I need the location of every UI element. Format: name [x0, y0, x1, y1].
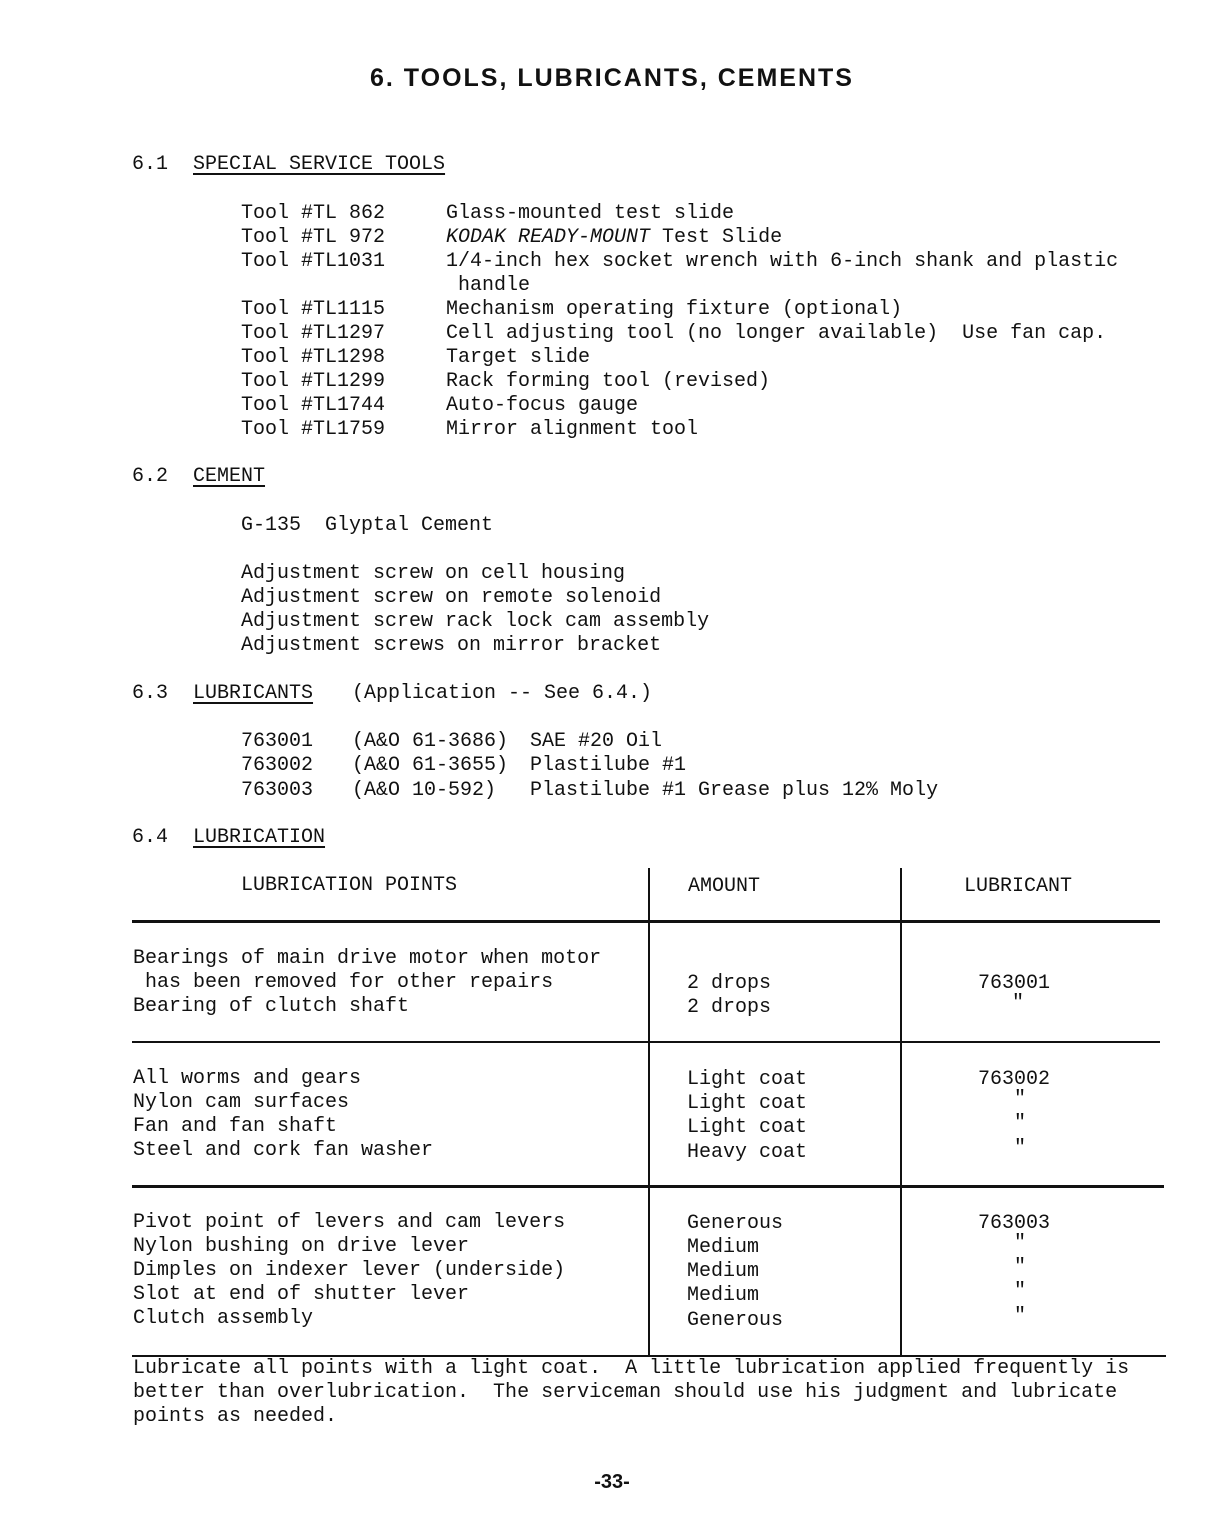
table-header-points: LUBRICATION POINTS: [241, 874, 458, 897]
tool-id: Tool #TL1298: [241, 346, 386, 369]
table-cell-amount: 2 drops: [687, 972, 772, 995]
table-cell-point: Bearing of clutch shaft: [133, 995, 410, 1018]
cement-use: Adjustment screws on mirror bracket: [241, 634, 662, 657]
table-cell-amount: Generous: [687, 1309, 784, 1332]
tool-id: Tool #TL 972: [241, 226, 386, 249]
table-cell-amount: Light coat: [687, 1116, 808, 1139]
table-group-rule: [132, 1041, 1160, 1043]
table-cell-point: Pivot point of levers and cam levers: [133, 1211, 566, 1234]
lubricant-ref: (A&O 10-592): [352, 779, 497, 802]
table-cell-lubricant-ditto: ": [1014, 1256, 1027, 1279]
tool-id: Tool #TL 862: [241, 202, 386, 225]
table-cell-lubricant: 763003: [978, 1212, 1051, 1235]
section-6-2-heading: CEMENT: [193, 465, 266, 488]
footnote-line: points as needed.: [133, 1405, 338, 1428]
page-title: 6. TOOLS, LUBRICANTS, CEMENTS: [370, 64, 854, 92]
table-cell-lubricant-ditto: ": [1014, 1088, 1027, 1111]
table-cell-lubricant-ditto: ": [1014, 1232, 1027, 1255]
lubricant-name: Plastilube #1: [530, 754, 687, 777]
tool-desc: Mechanism operating fixture (optional): [446, 298, 903, 321]
table-cell-lubricant-ditto: ": [1014, 1305, 1027, 1328]
tool-desc: 1/4-inch hex socket wrench with 6-inch shank and plastic: [446, 250, 1119, 273]
tool-desc: Rack forming tool (revised): [446, 370, 771, 393]
lubricant-name: SAE #20 Oil: [530, 730, 663, 753]
table-cell-amount: Generous: [687, 1212, 784, 1235]
cement-name: G-135 Glyptal Cement: [241, 514, 494, 537]
table-cell-point: Clutch assembly: [133, 1307, 314, 1330]
tool-id: Tool #TL1299: [241, 370, 386, 393]
table-cell-lubricant-ditto: ": [1012, 992, 1025, 1015]
lubricant-code: 763002: [241, 754, 314, 777]
tool-id: Tool #TL1297: [241, 322, 386, 345]
table-cell-amount: Medium: [687, 1260, 760, 1283]
table-cell-point: has been removed for other repairs: [133, 971, 554, 994]
table-header-amount: AMOUNT: [688, 875, 761, 898]
table-cell-point: Slot at end of shutter lever: [133, 1283, 470, 1306]
section-6-3-note: (Application -- See 6.4.): [352, 682, 653, 705]
table-cell-point: All worms and gears: [133, 1067, 362, 1090]
section-6-2-number: 6.2: [132, 465, 169, 488]
table-cell-lubricant-ditto: ": [1014, 1280, 1027, 1303]
table-cell-amount: Light coat: [687, 1068, 808, 1091]
table-cell-lubricant-ditto: ": [1014, 1137, 1027, 1160]
lubricant-ref: (A&O 61-3655): [352, 754, 509, 777]
cement-use: Adjustment screw on cell housing: [241, 562, 626, 585]
table-header-lubricant: LUBRICANT: [964, 875, 1073, 898]
tool-id: Tool #TL1115: [241, 298, 386, 321]
tool-id: Tool #TL1744: [241, 394, 386, 417]
section-6-3-heading: LUBRICANTS: [193, 682, 314, 705]
table-cell-amount: Heavy coat: [687, 1141, 808, 1164]
table-column-divider: [900, 868, 902, 1356]
tool-desc-rest: Test Slide: [650, 226, 783, 249]
section-6-3-number: 6.3: [132, 682, 169, 705]
table-cell-lubricant-ditto: ": [1014, 1112, 1027, 1135]
cement-use: Adjustment screw rack lock cam assembly: [241, 610, 710, 633]
tool-id: Tool #TL1759: [241, 418, 386, 441]
table-group-rule: [132, 1185, 1164, 1188]
table-header-rule: [132, 920, 1160, 923]
page-number: -33-: [594, 1471, 630, 1493]
section-6-4-heading: LUBRICATION: [193, 826, 326, 849]
tool-desc: Glass-mounted test slide: [446, 202, 735, 225]
table-cell-point: Nylon bushing on drive lever: [133, 1235, 470, 1258]
tool-desc: Target slide: [446, 346, 591, 369]
tool-desc: [446, 226, 782, 250]
table-cell-point: Bearings of main drive motor when motor: [133, 947, 602, 970]
tool-desc: Cell adjusting tool (no longer available) Use fan cap.: [446, 322, 1107, 345]
lubricant-name: Plastilube #1 Grease plus 12% Moly: [530, 779, 939, 802]
lubricant-ref: (A&O 61-3686): [352, 730, 509, 753]
table-cell-point: Dimples on indexer lever (underside): [133, 1259, 566, 1282]
table-column-divider: [648, 868, 650, 1356]
table-cell-point: Nylon cam surfaces: [133, 1091, 350, 1114]
footnote-line: better than overlubrication. The serviceman should use his judgment and lubricate: [133, 1381, 1118, 1404]
section-6-4-number: 6.4: [132, 826, 169, 849]
table-cell-lubricant: 763002: [978, 1068, 1051, 1091]
lubricant-code: 763003: [241, 779, 314, 802]
table-cell-lubricant: 763001: [978, 972, 1051, 995]
footnote-line: Lubricate all points with a light coat. A little lubrication applied frequently is: [133, 1357, 1130, 1380]
table-cell-amount: Medium: [687, 1236, 760, 1259]
tool-desc: Auto-focus gauge: [446, 394, 639, 417]
lubricant-code: 763001: [241, 730, 314, 753]
cement-use: Adjustment screw on remote solenoid: [241, 586, 662, 609]
section-6-1-heading: SPECIAL SERVICE TOOLS: [193, 153, 446, 176]
table-cell-point: Fan and fan shaft: [133, 1115, 338, 1138]
tool-id: Tool #TL1031: [241, 250, 386, 273]
section-6-1-number: 6.1: [132, 153, 169, 176]
tool-desc: Mirror alignment tool: [446, 418, 699, 441]
table-cell-amount: 2 drops: [687, 996, 772, 1019]
table-cell-point: Steel and cork fan washer: [133, 1139, 434, 1162]
table-cell-amount: Medium: [687, 1284, 760, 1307]
tool-desc-continued: handle: [458, 274, 531, 297]
table-cell-amount: Light coat: [687, 1092, 808, 1115]
tool-desc-trademark: KODAK READY-MOUNT: [446, 226, 651, 249]
